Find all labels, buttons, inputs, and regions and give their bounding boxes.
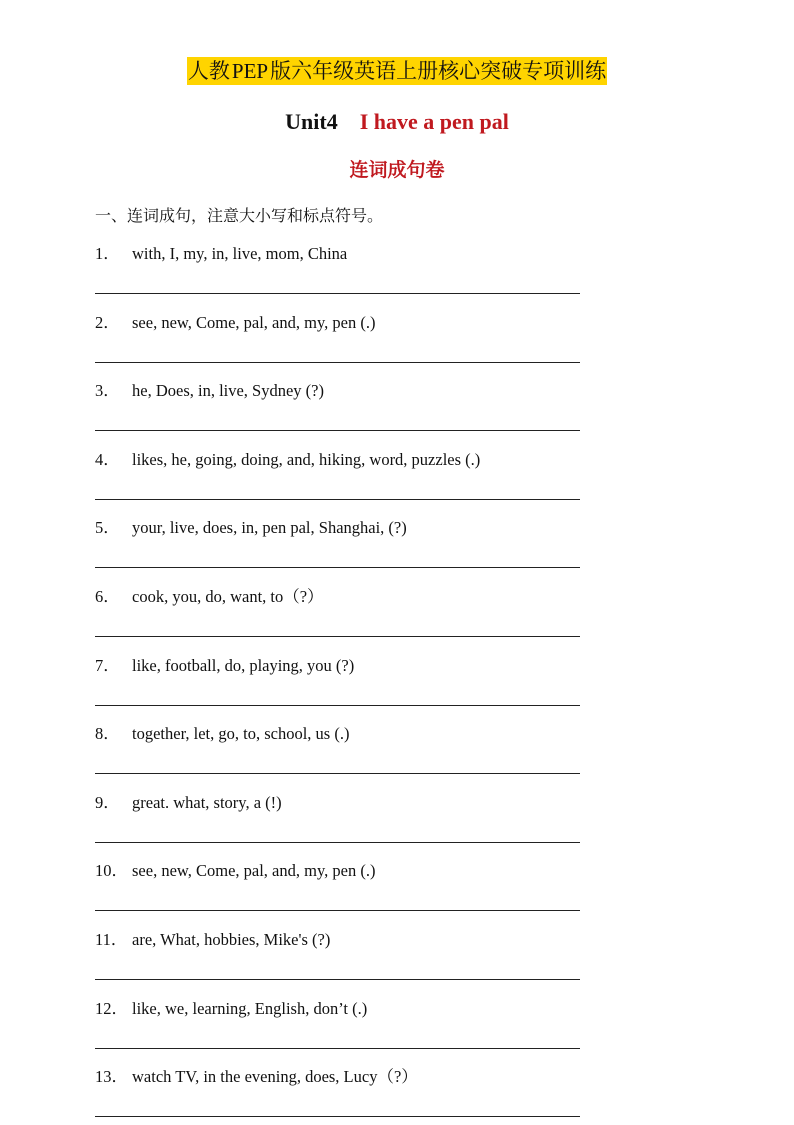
question-item (95, 859, 580, 919)
question-number: 7． (95, 655, 120, 675)
question-number: 9． (95, 792, 120, 812)
question-prompt (95, 928, 330, 952)
question-prompt (95, 654, 354, 678)
question-item (95, 997, 580, 1057)
question-number: 12． (95, 998, 128, 1018)
question-prompt (95, 791, 282, 815)
question-words: watch TV, in the evening, does, Lucy（?） (132, 1067, 418, 1087)
answer-line[interactable] (95, 910, 580, 911)
question-prompt (95, 859, 375, 883)
question-item (95, 516, 580, 576)
answer-line[interactable] (95, 430, 580, 431)
question-words: see, new, Come, pal, and, my, pen (.) (132, 861, 376, 881)
answer-line[interactable] (95, 842, 580, 843)
question-prompt (95, 1065, 418, 1089)
question-item (95, 448, 580, 508)
question-number: 5． (95, 518, 120, 538)
question-number: 3． (95, 381, 120, 401)
question-number: 11． (95, 930, 128, 949)
answer-line[interactable] (95, 1116, 580, 1117)
question-prompt (95, 379, 324, 403)
unit-title: I have a pen pal (359, 109, 509, 134)
question-number: 8． (95, 724, 120, 744)
question-number: 2． (95, 312, 120, 332)
question-number: 10． (95, 861, 128, 881)
question-number: 13． (95, 1067, 128, 1087)
question-words: are, What, hobbies, Mike's (?) (132, 930, 331, 949)
answer-line[interactable] (95, 979, 580, 980)
question-prompt (95, 722, 349, 746)
question-words: cook, you, do, want, to（?） (132, 587, 324, 606)
question-words: with, I, my, in, live, mom, China (132, 244, 348, 263)
question-words: likes, he, going, doing, and, hiking, word, puzzles (.) (132, 449, 481, 469)
question-words: like, we, learning, English, don’t (.) (132, 998, 368, 1018)
question-item (95, 791, 580, 851)
series-title-part-3: 版六年级英语上册核心突破专项训练 (270, 59, 607, 83)
answer-line[interactable] (95, 362, 580, 363)
question-number: 6． (95, 587, 120, 606)
question-item (95, 311, 580, 371)
question-prompt (95, 997, 367, 1021)
series-title-part-2: PEP (231, 59, 269, 83)
question-item (95, 585, 580, 645)
answer-line[interactable] (95, 705, 580, 706)
question-item (95, 242, 580, 302)
answer-line[interactable] (95, 293, 580, 294)
question-prompt (95, 242, 347, 266)
question-number: 4． (95, 449, 120, 469)
question-item (95, 722, 580, 782)
question-words: together, let, go, to, school, us (.) (132, 724, 350, 744)
question-item (95, 928, 580, 988)
question-words: he, Does, in, live, Sydney (?) (132, 381, 324, 401)
series-title-part-1: 人教 (187, 59, 230, 83)
question-prompt (95, 516, 407, 540)
question-words: see, new, Come, pal, and, my, pen (.) (132, 312, 376, 332)
question-prompt (95, 448, 480, 472)
question-item (95, 1065, 580, 1125)
answer-line[interactable] (95, 567, 580, 568)
section-instruction: 一、连词成句，注意大小写和标点符号。 (95, 206, 384, 225)
answer-line[interactable] (95, 499, 580, 500)
question-prompt (95, 585, 324, 609)
question-item (95, 379, 580, 439)
unit-number: Unit4 (285, 109, 338, 134)
question-number: 1． (95, 244, 120, 263)
question-words: like, football, do, playing, you (?) (132, 655, 355, 675)
paper-type-title: 连词成句卷 (349, 159, 445, 181)
answer-line[interactable] (95, 1048, 580, 1049)
question-prompt (95, 311, 375, 335)
question-words: your, live, does, in, pen pal, Shanghai, (?) (132, 518, 407, 538)
question-item (95, 654, 580, 714)
question-words: great. what, story, a (!) (132, 792, 282, 812)
answer-line[interactable] (95, 773, 580, 774)
answer-line[interactable] (95, 636, 580, 637)
